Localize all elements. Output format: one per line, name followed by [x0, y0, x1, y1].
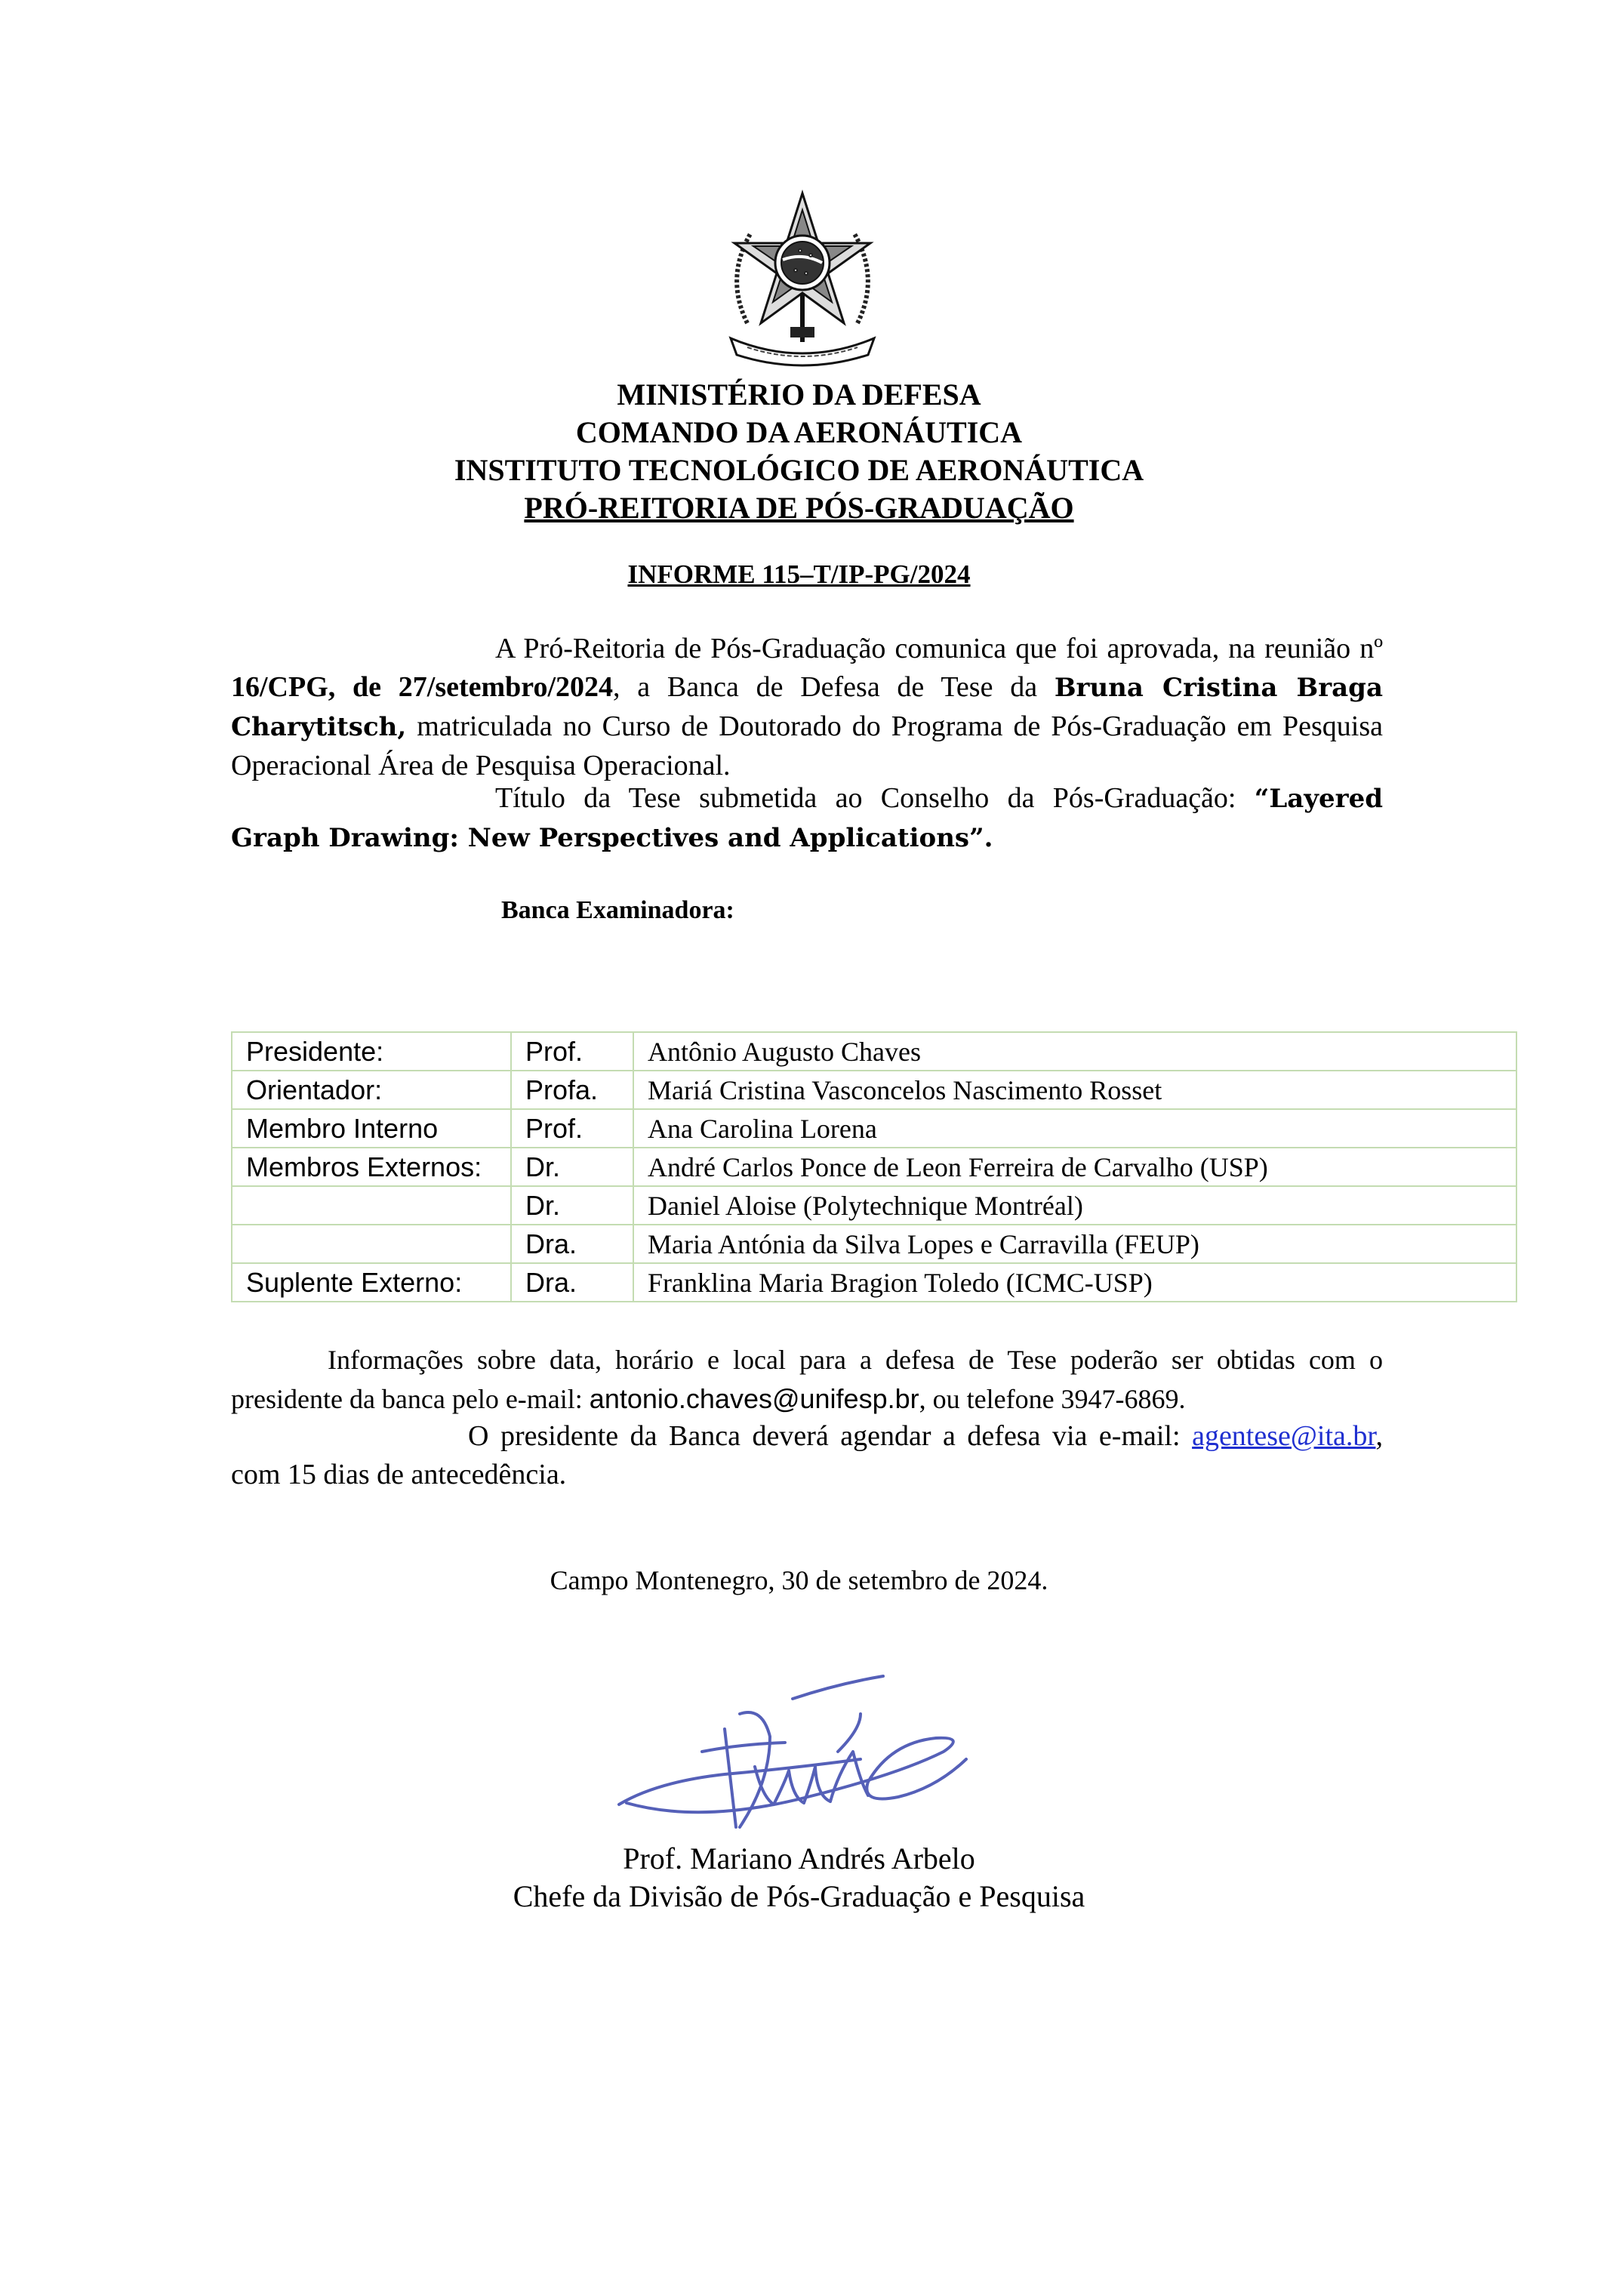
table-row: [232, 1263, 1516, 1302]
member-title: Profa.: [511, 1071, 633, 1109]
informe-number: INFORME 115–T/IP-PG/2024: [627, 559, 971, 589]
member-title: Prof.: [511, 1032, 633, 1071]
member-name: Daniel Aloise (Polytechnique Montréal): [633, 1186, 1516, 1225]
member-title: Dr.: [511, 1148, 633, 1186]
header-prorectory: PRÓ-REITORIA DE PÓS-GRADUAÇÃO: [524, 491, 1074, 525]
thesis-title-intro: Título da Tese submetida ao Conselho da Pós-Graduação:: [495, 782, 1255, 814]
member-name: Mariá Cristina Vasconcelos Nascimento Rosset: [633, 1071, 1516, 1109]
member-role: Orientador:: [232, 1071, 511, 1109]
committee-heading: Banca Examinadora:: [501, 896, 734, 924]
table-row: [232, 1032, 1516, 1071]
member-title: Dra.: [511, 1263, 633, 1302]
approval-text-a: A Pró-Reitoria de Pós-Graduação comunica que foi aprovada, na reunião nº: [495, 633, 1383, 664]
member-title: Dr.: [511, 1186, 633, 1225]
committee-table: [231, 1031, 1517, 1302]
member-title: Dra.: [511, 1225, 633, 1263]
thesis-title: “Layered Graph Drawing: New Perspectives and Applications”.: [231, 784, 1383, 853]
signer-name: Prof. Mariano Andrés Arbelo: [623, 1841, 975, 1875]
member-name: Ana Carolina Lorena: [633, 1109, 1516, 1148]
header-ministry: MINISTÉRIO DA DEFESA: [617, 378, 981, 411]
table-row: [232, 1071, 1516, 1109]
member-role: Membros Externos:: [232, 1148, 511, 1186]
member-role: [232, 1225, 511, 1263]
member-role: Suplente Externo:: [232, 1263, 511, 1302]
place-and-date: Campo Montenegro, 30 de setembro de 2024.: [550, 1565, 1048, 1595]
contact-info-text: Informações sobre data, horário e local para a defesa de Tese poderão ser obtidas com o presidente da banca pelo e-mail:: [231, 1345, 1383, 1414]
approval-text-e: matriculada no Curso de Doutorado do Programa de Pós-Graduação em Pesquisa Operacional Área de Pesquisa Operacional.: [231, 710, 1383, 781]
table-row: [232, 1109, 1516, 1148]
signer-role: Chefe da Divisão de Pós-Graduação e Pesquisa: [513, 1879, 1085, 1913]
contact-phone-text: , ou telefone 3947-6869.: [919, 1384, 1186, 1414]
member-role: Presidente:: [232, 1032, 511, 1071]
member-name: Franklina Maria Bragion Toledo (ICMC-USP): [633, 1263, 1516, 1302]
scheduling-deadline-text: , com 15 dias de antecedência.: [231, 1420, 1383, 1490]
contact-info-paragraph: [231, 1341, 1383, 1419]
president-email[interactable]: antonio.chaves@unifesp.br: [589, 1383, 919, 1414]
member-role: Membro Interno: [232, 1109, 511, 1148]
table-row: [232, 1186, 1516, 1225]
member-title: Prof.: [511, 1109, 633, 1148]
coat-of-arms-icon: [717, 187, 888, 370]
scheduling-paragraph: [231, 1417, 1383, 1494]
header-command: COMANDO DA AERONÁUTICA: [575, 415, 1023, 449]
table-row: [232, 1148, 1516, 1186]
scheduling-text: O presidente da Banca deverá agendar a defesa via e-mail:: [468, 1420, 1193, 1452]
member-name: Antônio Augusto Chaves: [633, 1032, 1516, 1071]
member-name: André Carlos Ponce de Leon Ferreira de Carvalho (USP): [633, 1148, 1516, 1186]
approval-text-c: , a Banca de Defesa de Tese da: [613, 671, 1055, 703]
member-name: Maria Antónia da Silva Lopes e Carravilla (FEUP): [633, 1225, 1516, 1263]
member-role: [232, 1186, 511, 1225]
meeting-reference: 16/CPG, de 27/setembro/2024: [231, 671, 614, 703]
handwritten-signature-icon: [611, 1669, 1004, 1842]
header-institute: INSTITUTO TECNOLÓGICO DE AERONÁUTICA: [454, 453, 1144, 487]
approval-paragraph: [231, 630, 1383, 785]
student-name: Bruna Cristina Braga Charytitsch,: [231, 673, 1383, 742]
thesis-title-paragraph: [231, 779, 1383, 858]
table-row: [232, 1225, 1516, 1263]
agentese-email-link[interactable]: agentese@ita.br: [1192, 1420, 1376, 1452]
